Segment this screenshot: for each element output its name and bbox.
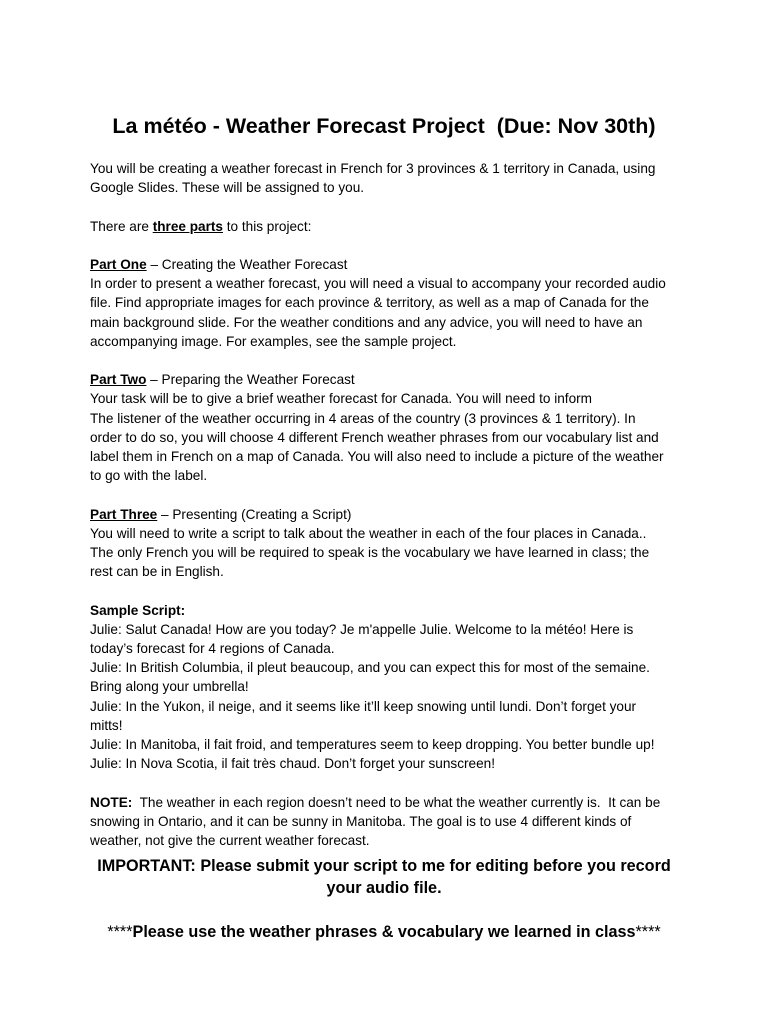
note-first-line: [90, 793, 690, 812]
part-two-line: The listener of the weather occurring in 4 areas of the country (3 provinces & 1 territory). In: [90, 410, 636, 426]
important-notice: [0, 855, 768, 899]
note-line: The weather in each region doesn’t need to be what the weather currently is. It can be: [132, 794, 661, 810]
sample-script-section: [90, 601, 690, 774]
closing-text: Please use the weather phrases & vocabulary we learned in class: [132, 923, 636, 941]
sample-script-heading: Sample Script:: [90, 602, 186, 618]
sample-script-line: Julie: In the Yukon, il neige, and it seems like it’ll keep snowing until lundi. Don’t forget your: [90, 698, 637, 714]
sample-script-line: Julie: In Nova Scotia, il fait très chaud. Don’t forget your sunscreen!: [90, 756, 495, 772]
part-two-heading: [90, 370, 690, 389]
part-three-label: Part Three: [90, 506, 158, 522]
part-two-label: Part Two: [90, 372, 147, 388]
part-one-line: In order to present a weather forecast, you will need a visual to accompany your recorded audio: [90, 276, 666, 292]
part-two-section: [90, 370, 690, 485]
note-line: weather, not give the current weather forecast.: [90, 833, 370, 849]
parts-intro-before: There are: [90, 218, 153, 234]
part-one-heading: [90, 255, 690, 274]
closing-stars-left: ****: [107, 923, 133, 941]
part-one-line: main background slide. For the weather conditions and any advice, you will need to have an: [90, 314, 643, 330]
part-three-line: rest can be in English.: [90, 564, 224, 580]
part-two-line: order to do so, you will choose 4 different French weather phrases from our vocabulary list and: [90, 429, 659, 445]
note-label: NOTE:: [90, 794, 133, 810]
part-three-heading: [90, 505, 690, 524]
intro-line: Google Slides. These will be assigned to you.: [90, 180, 365, 196]
document-body: [90, 159, 690, 869]
part-one-section: [90, 255, 690, 351]
intro-paragraph: [90, 159, 690, 197]
sample-script-line: Julie: Salut Canada! How are you today? Je m'appelle Julie. Welcome to la météo! Here is: [90, 621, 634, 637]
part-three-line: You will need to write a script to talk about the weather in each of the four places in Canada..: [90, 525, 647, 541]
part-two-line: to go with the label.: [90, 468, 208, 484]
closing-reminder: [0, 921, 768, 943]
part-one-line: accompanying image. For examples, see the sample project.: [90, 333, 457, 349]
part-three-section: [90, 505, 690, 582]
part-two-heading-text: – Preparing the Weather Forecast: [146, 372, 355, 388]
intro-line: You will be creating a weather forecast in French for 3 provinces & 1 territory in Canada, using: [90, 161, 656, 176]
page-title: La météo - Weather Forecast Project (Due: Nov 30th): [112, 114, 656, 138]
sample-script-line: Julie: In Manitoba, il fait froid, and temperatures seem to keep dropping. You better bundle up!: [90, 737, 655, 753]
parts-intro-emphasis: three parts: [152, 218, 223, 234]
part-one-label: Part One: [90, 256, 147, 272]
note-line: snowing in Ontario, and it can be sunny in Manitoba. The goal is to use 4 different kinds of: [90, 813, 632, 829]
sample-script-line: mitts!: [90, 717, 123, 733]
parts-intro-paragraph: [90, 217, 690, 236]
part-two-line: label them in French on a map of Canada. You will also need to include a picture of the weather: [90, 449, 664, 464]
part-one-heading-text: – Creating the Weather Forecast: [146, 256, 348, 272]
part-three-heading-text: – Presenting (Creating a Script): [157, 506, 352, 522]
part-one-line: file. Find appropriate images for each province & territory, as well as a map of Canada for the: [90, 295, 649, 311]
important-line: your audio file.: [326, 879, 442, 897]
parts-intro-after: to this project:: [222, 218, 312, 234]
important-line: IMPORTANT: Please submit your script to me for editing before you record: [97, 857, 671, 875]
part-three-line: The only French you will be required to speak is the vocabulary we have learned in class; the: [90, 545, 650, 560]
sample-script-line: Bring along your umbrella!: [90, 679, 249, 695]
part-two-line: Your task will be to give a brief weather forecast for Canada. You will need to inform: [90, 391, 592, 407]
sample-script-line: today’s forecast for 4 regions of Canada.: [90, 641, 335, 656]
parts-intro-line: [90, 217, 690, 236]
sample-script-line: Julie: In British Columbia, il pleut beaucoup, and you can expect this for most of the semaine.: [90, 660, 650, 676]
closing-stars-right: ****: [635, 923, 661, 941]
note-section: [90, 793, 690, 851]
